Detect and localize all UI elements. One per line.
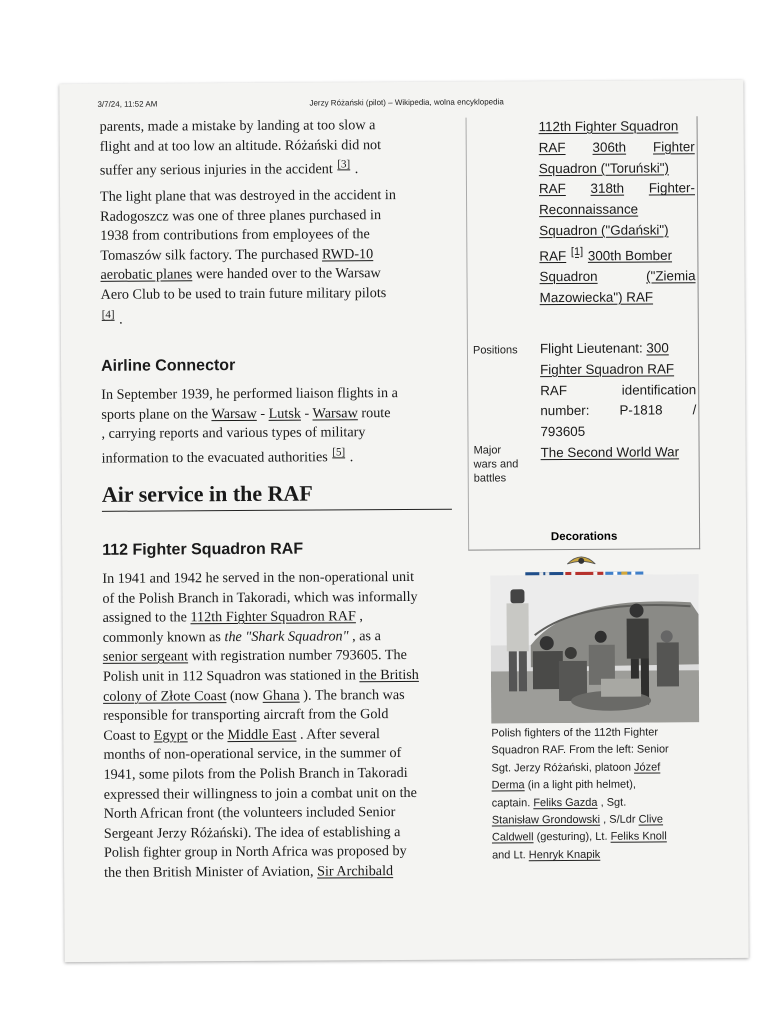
- text-line: [539, 179, 695, 201]
- text-line: [100, 264, 450, 286]
- infobox-label-wars: [474, 443, 519, 485]
- link-caldwell[interactable]: Caldwell: [491, 831, 534, 844]
- text-line: [539, 137, 695, 159]
- text-span: . After several: [296, 725, 380, 743]
- text-italic: the "Shark Squadron": [224, 628, 349, 645]
- link-gold-coast[interactable]: colony of Złote Coast: [103, 687, 227, 705]
- text-line: Squadron RAF. From the left: Senior: [491, 743, 669, 757]
- text-span: or the: [187, 726, 228, 744]
- text-span: .: [346, 448, 354, 465]
- infobox-wars: [541, 442, 697, 464]
- text-line: Major: [473, 444, 502, 457]
- link-ghana[interactable]: Ghana: [262, 687, 300, 704]
- text-span[interactable]: RAF: [538, 139, 566, 155]
- text-line: Radogoszcz was one of three planes purchased in: [100, 206, 382, 225]
- text-span: assigned to the: [102, 609, 191, 627]
- text-line: North African front (the volunteers included Senior: [103, 804, 396, 822]
- text-line: responsible for transporting aircraft from the Gold: [103, 706, 389, 724]
- pilot-badge-icon[interactable]: [567, 557, 595, 564]
- text-line: [101, 403, 451, 425]
- infobox-units: [539, 116, 696, 309]
- link-318-squadron[interactable]: Reconnaissance: [539, 201, 639, 218]
- text-span: the then British Minister of Aviation,: [104, 863, 318, 881]
- paragraph-accident-end: [100, 116, 450, 182]
- text-span: (in a light pith helmet),: [524, 778, 636, 792]
- link-clive[interactable]: Clive: [638, 813, 664, 826]
- text-span: (gesturing), Lt.: [533, 831, 611, 844]
- text-line: The light plane that was destroyed in the accident in: [99, 187, 396, 205]
- link-stanislaw-grondowski[interactable]: Stanisław Grondowski: [491, 813, 601, 827]
- text-line: [103, 685, 453, 707]
- link-feliks-gazda[interactable]: Feliks Gazda: [533, 796, 598, 809]
- text-line: , carrying reports and various types of military: [101, 424, 366, 443]
- text-line: [539, 266, 695, 288]
- link-300-fighter-squadron[interactable]: Fighter Squadron RAF: [540, 361, 675, 377]
- text-line: In 1941 and 1942 he served in the non-operational unit: [102, 568, 415, 587]
- heading-air-service-raf: Air service in the RAF: [102, 480, 452, 512]
- text-line: [492, 811, 698, 830]
- text-line: [540, 380, 696, 402]
- text-span: , Sgt.: [597, 796, 627, 809]
- text-line: [491, 759, 697, 778]
- text-line: [103, 626, 453, 648]
- text-line: [492, 846, 698, 865]
- link-second-world-war[interactable]: The Second World War: [540, 444, 680, 461]
- text-line: battles: [473, 472, 507, 485]
- paragraph-airline: [101, 384, 452, 469]
- text-span[interactable]: Squadron: [539, 268, 598, 285]
- text-span: , as a: [348, 627, 381, 645]
- link-feliks-knoll[interactable]: Feliks Knoll: [610, 830, 667, 844]
- text-span[interactable]: RAF: [539, 248, 567, 264]
- text-span: Flight Lieutenant:: [539, 340, 647, 357]
- text-span[interactable]: ("Ziemia: [646, 268, 696, 284]
- text-span: Tomaszów silk factory. The purchased: [100, 246, 323, 264]
- text-span: Sgt. Jerzy Różański, platoon: [491, 761, 635, 775]
- text-line: Polish fighters of the 112th Fighter: [491, 726, 659, 740]
- link-middle-east[interactable]: Middle East: [227, 726, 297, 743]
- text-span: were handed over to the Warsaw: [192, 265, 381, 283]
- text-span: /: [692, 402, 697, 418]
- text-span: Polish unit in 112 Squadron was stationed in: [102, 667, 360, 685]
- text-line: 1938 from contributions from employees of the: [100, 226, 370, 245]
- text-line: [100, 244, 450, 266]
- text-span[interactable]: Fighter: [652, 139, 695, 155]
- text-line: [539, 241, 695, 267]
- text-line: 1941, some pilots from the Polish Branch in Takoradi: [103, 764, 408, 783]
- citation-5[interactable]: [5]: [332, 446, 346, 459]
- text-span: (now: [226, 687, 263, 704]
- link-rwd10[interactable]: RWD-10: [321, 245, 374, 263]
- text-line: [492, 794, 698, 813]
- infobox-decorations-title: Decorations: [550, 530, 618, 544]
- text-line: months of non-operational service, in the summer of: [103, 745, 402, 764]
- link-henryk-knapik[interactable]: Henryk Knapik: [528, 848, 601, 862]
- text-span: RAF: [540, 382, 568, 398]
- text-span: .: [351, 161, 359, 178]
- link-lutsk[interactable]: Lutsk: [268, 405, 301, 422]
- link-112th-squadron[interactable]: 112th Fighter Squadron RAF: [190, 608, 356, 626]
- text-line: [102, 442, 452, 468]
- link-sir-archibald[interactable]: Sir Archibald: [317, 862, 394, 880]
- text-span: number:: [540, 403, 590, 419]
- link-306-squadron[interactable]: Squadron ("Toruński"): [538, 159, 669, 176]
- text-span: .: [115, 311, 123, 328]
- citation-1[interactable]: [1]: [570, 245, 584, 258]
- link-aerobatic-planes[interactable]: aerobatic planes: [100, 266, 193, 284]
- text-line: of the Polish Branch in Takoradi, which was informally: [102, 588, 418, 607]
- text-line: [101, 303, 451, 329]
- link-300-squadron[interactable]: 300th Bomber: [587, 247, 673, 264]
- citation-4[interactable]: [4]: [101, 308, 115, 321]
- text-line: [540, 338, 696, 360]
- text-span[interactable]: 306th: [592, 139, 627, 155]
- text-line: 793605: [540, 424, 586, 440]
- text-span: identification: [621, 381, 697, 398]
- link-300-squadron-2[interactable]: Mazowiecka") RAF: [539, 289, 654, 306]
- text-span: information to the evacuated authorities: [101, 448, 332, 467]
- text-span: ). The branch was: [299, 686, 405, 704]
- link-112th-squadron-infobox[interactable]: 112th Fighter Squadron: [538, 118, 679, 135]
- text-span[interactable]: 318th: [590, 181, 625, 197]
- text-line: In September 1939, he performed liaison flights in a: [101, 385, 398, 403]
- text-line: expressed their willingness to join a combat unit on the: [103, 784, 417, 803]
- text-span[interactable]: RAF: [538, 181, 566, 197]
- text-span: , S/Ldr: [600, 813, 639, 826]
- link-318-squadron-2[interactable]: Squadron ("Gdański"): [539, 222, 669, 239]
- text-span: sports plane on the: [101, 405, 212, 423]
- link-300[interactable]: 300: [646, 340, 669, 356]
- infobox-positions: [540, 338, 697, 443]
- text-line: [103, 646, 453, 668]
- print-datetime: 3/7/24, 11:52 AM: [97, 99, 158, 109]
- text-span: with registration number 793605. The: [188, 647, 407, 665]
- text-span: and Lt.: [492, 849, 529, 862]
- text-line: wars and: [473, 458, 519, 471]
- photo-caption: [491, 724, 698, 865]
- text-span: -: [300, 405, 313, 422]
- link-warsaw-2[interactable]: Warsaw: [312, 404, 358, 422]
- link-derma[interactable]: Derma: [491, 779, 525, 792]
- text-line: Aero Club to be used to train future military pilots: [100, 285, 387, 303]
- text-line: [492, 776, 698, 795]
- citation-3[interactable]: [3]: [337, 158, 351, 171]
- text-span[interactable]: Fighter-: [648, 180, 696, 196]
- text-span: captain.: [491, 796, 534, 810]
- link-egypt[interactable]: Egypt: [153, 727, 188, 744]
- text-span: suffer any serious injuries in the accident: [99, 161, 337, 179]
- link-warsaw[interactable]: Warsaw: [211, 405, 257, 422]
- link-jozef-derma[interactable]: Józef: [633, 761, 661, 774]
- text-span: Coast to: [103, 727, 154, 744]
- link-british-colony[interactable]: the British: [359, 666, 419, 684]
- text-span: P-1818: [619, 402, 663, 419]
- print-page-title: Jerzy Różański (pilot) – Wikipedia, wolna encyklopedia: [309, 97, 504, 108]
- paragraph-light-plane: [100, 186, 451, 330]
- heading-airline-connector: Airline Connector: [100, 357, 236, 375]
- text-span: route: [357, 404, 391, 421]
- printed-page: [59, 80, 748, 962]
- text-span: ,: [355, 608, 364, 625]
- text-span: commonly known as: [102, 628, 225, 646]
- text-line: [103, 666, 453, 688]
- text-line: [103, 607, 453, 629]
- text-line: [104, 862, 454, 884]
- heading-112-squadron: 112 Fighter Squadron RAF: [102, 540, 304, 559]
- text-line: Sergeant Jerzy Różański). The idea of establishing a: [103, 823, 401, 842]
- text-line: Polish fighter group in North Africa was proposed by: [103, 843, 407, 862]
- text-line: [540, 401, 696, 423]
- infobox-label-positions: Positions: [472, 344, 518, 357]
- squadron-photo: [490, 574, 699, 723]
- text-line: [492, 829, 698, 848]
- infobox: [466, 116, 701, 550]
- text-line: flight and at too low an altitude. Różański did not: [99, 136, 382, 155]
- link-senior-sergeant[interactable]: senior sergeant: [102, 648, 189, 666]
- text-line: [103, 724, 453, 746]
- text-line: [100, 155, 450, 181]
- paragraph-112-squadron: [102, 568, 454, 884]
- text-span: -: [256, 405, 269, 422]
- text-line: parents, made a mistake by landing at too slow a: [99, 117, 376, 135]
